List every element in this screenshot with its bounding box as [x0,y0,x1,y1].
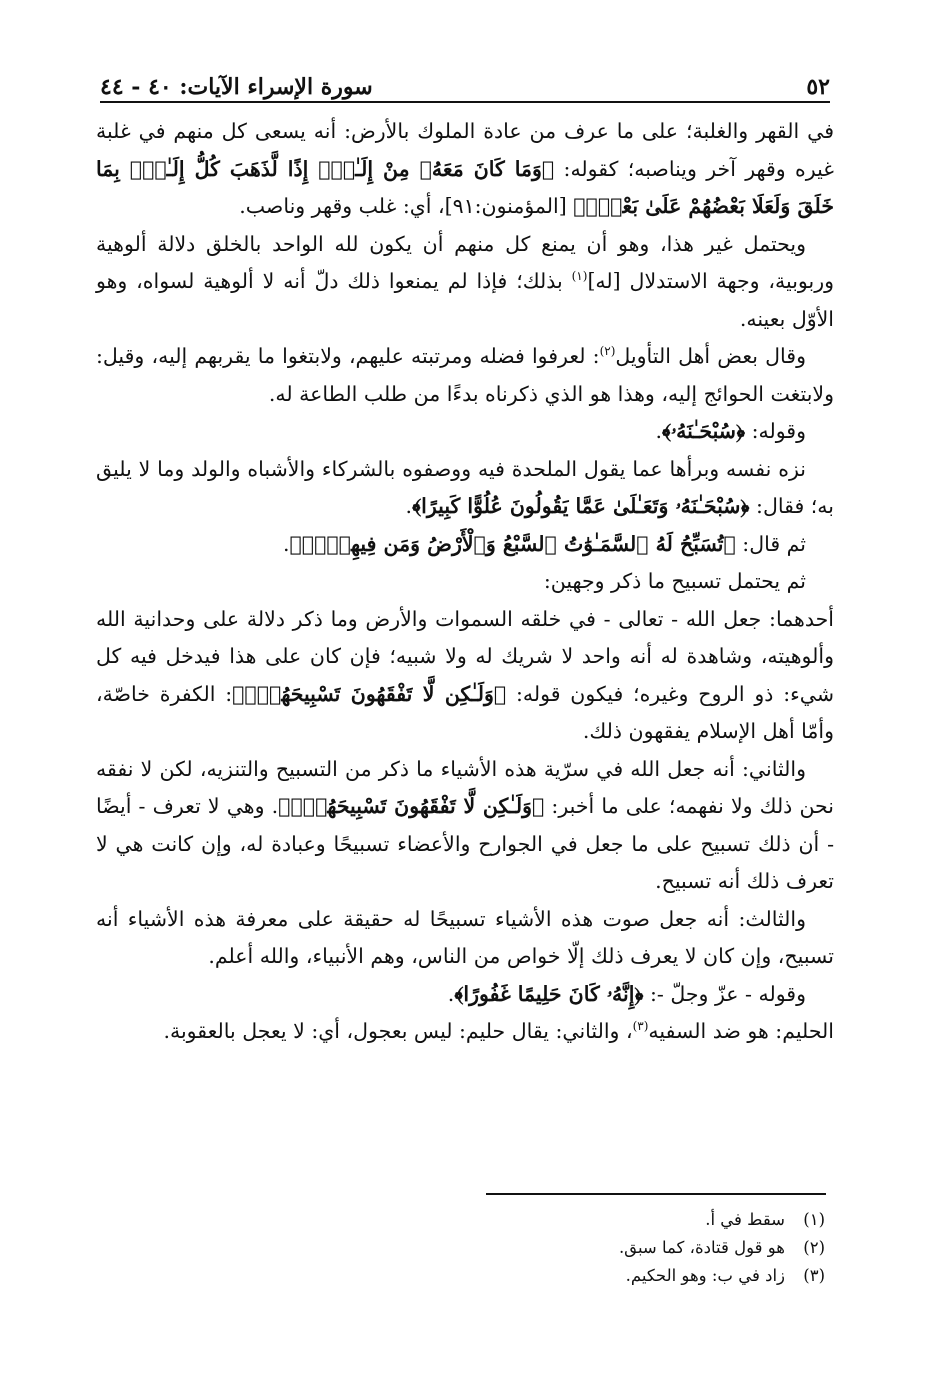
page-header [100,58,830,98]
main-text [96,113,834,1051]
footnote-ref: (٢) [599,344,616,359]
footnote-text: زاد في ب: وهو الحكيم. [625,1266,785,1285]
text-span: . [655,419,662,443]
paragraph [96,751,834,901]
quran-verse: ﴿سُبْحَـٰنَهُۥ وَتَعَـٰلَىٰ عَمَّا يَقُولُونَ عُلُوًّا كَبِيرًا﴾ [412,494,750,518]
quran-verse: ﴿وَلَـٰكِن لَّا تَفْقَهُونَ تَسْبِيحَهُمْۚ﴾ [232,681,507,706]
paragraph [96,526,834,564]
text-span: : الكفرة خاصّة، وأمّا أهل الإسلام يفقهون ذلك. [96,681,834,743]
paragraph [96,338,834,413]
paragraph [96,901,834,976]
footnote-number: (١) [803,1210,825,1229]
footnote-number: (٢) [803,1238,825,1257]
text-span: ويحتمل غير هذا، وهو أن يمنع كل منهم أن يكون لله الواحد بالخلق دلالة ألوهية وربوبية، وجهة الاستدلال [له] [96,231,835,293]
text-span: والثاني: أنه جعل الله في سرّية هذه الأشياء ما ذكر من التسبيح والتنزيه، لكن لا نفقه نحن ذلك ولا نفهمه؛ على ما أخبر: [96,756,834,818]
text-span: . وهي لا تعرف - أيضًا - أن ذلك تسبيح على ما جعل في الجوارح والأعضاء تسبيحًا وعبادة له، وإن كانت هي لا تعرف ذلك أنه تسبيح. [96,794,834,893]
footnote-item [325,1234,825,1262]
paragraph [96,601,834,751]
text-span: والثالث: أنه جعل صوت هذه الأشياء تسبيحًا له حقيقة على معرفة هذه الأشياء أنه تسبيح، وإن كان لا يعرف ذلك إلّا خواص من الناس، وهم الأنبياء، والله أعلم. [96,906,834,968]
text-span: الحليم: هو ضد السفيه [648,1019,834,1043]
quran-verse: ﴿إِنَّهُۥ كَانَ حَلِيمًا غَفُورًا﴾ [454,981,644,1006]
text-span: وقال بعض أهل التأويل [615,344,806,368]
text-span: ثم قال: [735,531,806,556]
paragraph [96,113,834,226]
footnote-text: هو قول قتادة، كما سبق. [618,1238,785,1257]
footnote-text: سقط في أ. [705,1210,785,1229]
text-span: وقوله: [745,419,806,443]
text-span: نزه نفسه وبرأها عما يقول الملحدة فيه ووصفوه بالشركاء والأشباه والولد وما لا يليق به؛ فقال: [96,456,834,518]
page-number: ٥٢ [806,74,830,100]
paragraph [96,976,834,1014]
footnote-ref: (٣) [632,1019,649,1034]
header-rule [100,101,830,103]
footnote-ref: (١) [571,269,588,284]
paragraph [96,451,834,526]
quran-verse: ﴿وَلَـٰكِن لَّا تَفْقَهُونَ تَسْبِيحَهُمْۚ﴾ [278,794,545,818]
text-span: بذلك؛ فإذا لم يمنعوا ذلك دلّ أنه لا ألوهية لسواه، وهو الأوّل بعينه. [96,269,834,331]
paragraph [96,226,834,339]
text-span: . [447,981,455,1006]
paragraph [96,413,834,451]
text-span: وقوله - عزّ وجلّ -: [643,981,806,1006]
text-span: ثم يحتمل تسبيح ما ذكر وجهين: [543,569,806,593]
quran-verse: ﴿تُسَبِّحُ لَهُ ٱلسَّمَـٰوَٰتُ ٱلسَّبْعُ وَٱلْأَرْضُ وَمَن فِيهِنَّۚ﴾ [289,531,736,556]
footnote-rule [486,1193,826,1195]
quran-verse: ﴿سُبْحَـٰنَهُۥ﴾ [661,419,746,443]
footnote-item [325,1206,825,1234]
quran-verse: ﴿وَمَا كَانَ مَعَهُۥ مِنْ إِلَـٰهٍۚ إِذًا لَّذَهَبَ كُلُّ إِلَـٰهٍۭ بِمَا خَلَقَ وَلَعَلَا بَعْضُهُمْ عَلَىٰ بَعْضٍۚ﴾ [96,156,834,218]
footnote-item [325,1262,825,1290]
text-span: ، والثاني: يقال حليم: ليس بعجول، أي: لا يعجل بالعقوبة. [163,1019,633,1043]
text-span: . [405,494,413,518]
text-span: [المؤمنون:٩١]، أي: غلب وقهر وناصب. [239,194,574,218]
paragraph [96,563,834,601]
running-title: سورة الإسراء الآيات: ٤٠ - ٤٤ [100,74,373,100]
footnotes [325,1206,825,1290]
footnote-number: (٣) [803,1266,825,1285]
text-span: : لعرفوا فضله ومرتبته عليهم، ولابتغوا ما يقربهم إليه، وقيل: ولابتغت الحوائج إليه، وهذا هو الذي ذكرناه بدءًا من طلب الطاعة له. [96,344,834,406]
paragraph [96,1013,834,1051]
text-span: . [282,531,290,556]
text-span: أحدهما: جعل الله - تعالى - في خلقه السموات والأرض وما ذكر دلالة على وحدانية الله وألوهيته، وشاهدة له أنه واحد لا شريك له ولا شبيه؛ فإن كان على هذا فيدخل فيه كل شيء: ذو الروح وغيره؛ فيكون قوله: [96,606,835,706]
text-span: في القهر والغلبة؛ على ما عرف من عادة الملوك بالأرض: أنه يسعى كل منهم في غلبة غيره وقهر آخر ويناصبه؛ كقوله: [96,119,835,181]
